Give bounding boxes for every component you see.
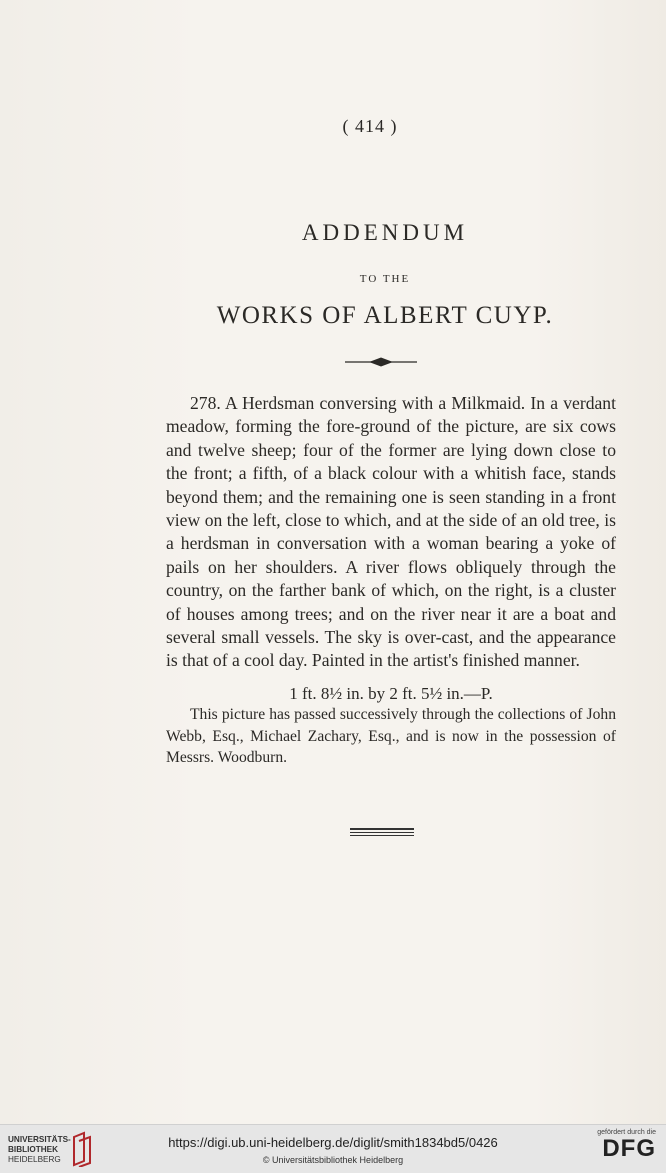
end-rule (350, 828, 414, 838)
library-name-line1: UNIVERSITÄTS- (8, 1135, 71, 1144)
library-name-line2: BIBLIOTHEK (8, 1145, 59, 1154)
catalogue-entry (166, 392, 616, 673)
page-title: ADDENDUM (301, 220, 469, 245)
page-subtitle: WORKS OF ALBERT CUYP. (216, 302, 554, 329)
entry-paragraph: 278. A Herdsman conversing with a Milkmaid. In a verdant meadow, forming the fore-ground of the picture, are six cows and twelve sheep; four of the former are lying down close to the front; a fifth, of a black colour with a whitish face, stands beyond them; and the remaining one is seen standing in a front view on the left, close to which, and at the side of an old tree, is a herdsman in conversation with a woman bearing a yoke of pails on her shoulders. A river flows obliquely through the country, on the farther bank of which, on the right, is a cluster of houses among trees; and on the river near it are a boat and several small vessels. The sky is over-cast, and the appearance is that of a cool day. Painted in the artist's finished manner. (166, 393, 616, 671)
viewer-footer (0, 1124, 666, 1173)
permalink-url[interactable]: https://digi.ub.uni-heidelberg.de/diglit/smith1834bd5/0426 (168, 1135, 498, 1150)
copyright-notice: © Universitätsbibliothek Heidelberg (262, 1155, 404, 1165)
funder-logo[interactable] (597, 1129, 656, 1162)
dimensions: 1 ft. 8½ in. by 2 ft. 5½ in.—P. (289, 684, 493, 703)
ornament-divider-icon (345, 356, 417, 368)
page-number: ( 414 ) (342, 116, 398, 136)
title-connector: TO THE (359, 273, 411, 285)
provenance-paragraph: This picture has passed successively through the collections of John Webb, Esq., Michael Zachary, Esq., and is now in the possession of Messrs. Woodburn. (166, 706, 616, 766)
funder-note: gefördert durch die (597, 1129, 656, 1136)
library-name-line3: HEIDELBERG (8, 1155, 61, 1164)
funder-name: DFG (602, 1135, 656, 1162)
provenance-note (166, 704, 616, 769)
